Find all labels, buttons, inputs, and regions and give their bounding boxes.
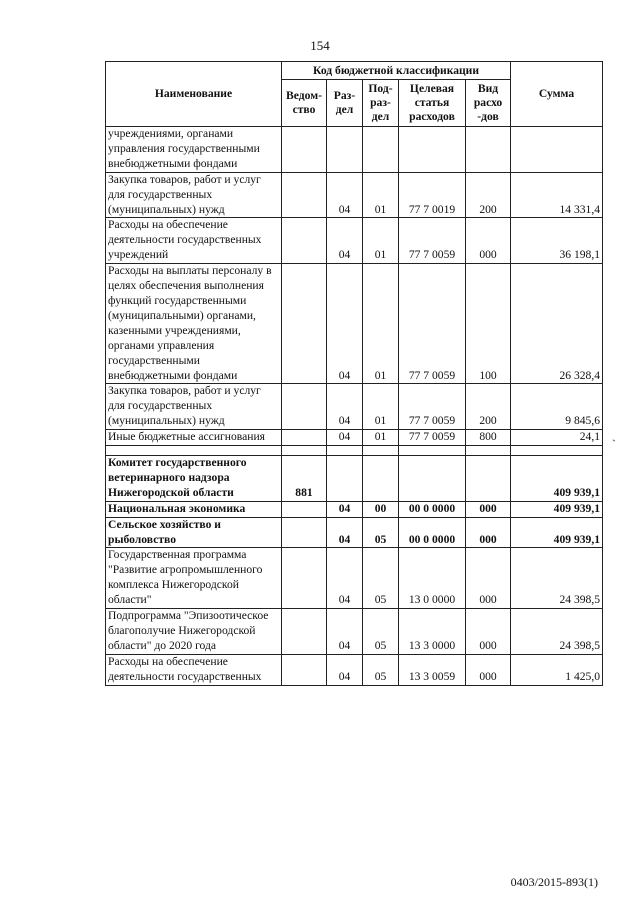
header-razdel: Раз-дел <box>327 80 363 127</box>
row-vedomstvo <box>282 264 327 384</box>
row-vid <box>466 446 511 456</box>
row-podrazdel <box>363 456 399 502</box>
table-row <box>106 548 603 609</box>
row-sum: 1 425,0 <box>511 654 603 685</box>
row-vedomstvo <box>282 501 327 517</box>
row-razdel: 04 <box>327 548 363 609</box>
header-sum: Сумма <box>511 62 603 127</box>
row-vid: 000 <box>466 501 511 517</box>
row-razdel: 04 <box>327 218 363 264</box>
row-sum: 409 939,1 <box>511 501 603 517</box>
row-sum: 409 939,1 <box>511 456 603 502</box>
row-podrazdel: 05 <box>363 609 399 655</box>
row-target <box>399 456 466 502</box>
row-name: Закупка товаров, работ и услуг для государственных (муниципальных) нужд <box>106 172 282 218</box>
row-sum <box>511 127 603 173</box>
row-vid: 200 <box>466 384 511 430</box>
row-razdel <box>327 127 363 173</box>
row-podrazdel: 05 <box>363 654 399 685</box>
row-razdel: 04 <box>327 609 363 655</box>
row-vedomstvo <box>282 430 327 446</box>
row-target: 00 0 0000 <box>399 517 466 548</box>
row-target <box>399 446 466 456</box>
row-name: Расходы на выплаты персоналу в целях обеспечения выполнения функций государственными (муниципальными) органами, казенными учреждениями, органами управления государственными внебюджетными фондами <box>106 264 282 384</box>
row-name: Расходы на обеспечение деятельности государственных учреждений <box>106 218 282 264</box>
table-row <box>106 501 603 517</box>
row-sum: 24,1 <box>511 430 603 446</box>
row-name: Национальная экономика <box>106 501 282 517</box>
stray-mark: ` <box>612 437 616 451</box>
row-name: Государственная программа "Развитие агропромышленного комплекса Нижегородской области" <box>106 548 282 609</box>
row-podrazdel: 01 <box>363 264 399 384</box>
row-vid: 000 <box>466 654 511 685</box>
table-row <box>106 218 603 264</box>
row-target: 13 3 0000 <box>399 609 466 655</box>
row-podrazdel: 01 <box>363 172 399 218</box>
header-code-group: Код бюджетной классификации <box>282 62 511 80</box>
row-target: 00 0 0000 <box>399 501 466 517</box>
row-vid: 000 <box>466 548 511 609</box>
row-sum: 409 939,1 <box>511 517 603 548</box>
table-row <box>106 264 603 384</box>
row-vedomstvo <box>282 517 327 548</box>
row-target: 77 7 0059 <box>399 430 466 446</box>
row-vedomstvo <box>282 127 327 173</box>
row-razdel: 04 <box>327 654 363 685</box>
row-vid: 100 <box>466 264 511 384</box>
row-name: Комитет государственного ветеринарного надзора Нижегородской области <box>106 456 282 502</box>
row-podrazdel: 00 <box>363 501 399 517</box>
row-vid: 200 <box>466 172 511 218</box>
table-row <box>106 384 603 430</box>
row-vedomstvo <box>282 172 327 218</box>
page-number: 154 <box>310 38 330 53</box>
table-row <box>106 654 603 685</box>
table-body <box>106 127 603 686</box>
row-target: 77 7 0059 <box>399 264 466 384</box>
row-name: учреждениями, органами управления государственными внебюджетными фондами <box>106 127 282 173</box>
table-row <box>106 456 603 502</box>
row-name <box>106 446 282 456</box>
row-razdel: 04 <box>327 430 363 446</box>
header-target: Целевая статья расходов <box>399 80 466 127</box>
budget-table <box>105 61 603 686</box>
row-sum: 14 331,4 <box>511 172 603 218</box>
table-row <box>106 446 603 456</box>
header-name: Наименование <box>106 62 282 127</box>
row-vedomstvo: 881 <box>282 456 327 502</box>
table-row <box>106 127 603 173</box>
row-razdel: 04 <box>327 264 363 384</box>
row-vid: 000 <box>466 517 511 548</box>
row-target: 77 7 0019 <box>399 172 466 218</box>
row-podrazdel <box>363 127 399 173</box>
row-vedomstvo <box>282 384 327 430</box>
table-row <box>106 517 603 548</box>
row-podrazdel <box>363 446 399 456</box>
table-row <box>106 172 603 218</box>
row-target <box>399 127 466 173</box>
row-target: 77 7 0059 <box>399 218 466 264</box>
row-target: 13 3 0059 <box>399 654 466 685</box>
row-vedomstvo <box>282 609 327 655</box>
table-row <box>106 609 603 655</box>
row-podrazdel: 05 <box>363 548 399 609</box>
row-vedomstvo <box>282 548 327 609</box>
row-razdel <box>327 446 363 456</box>
row-razdel: 04 <box>327 384 363 430</box>
row-vid: 800 <box>466 430 511 446</box>
row-podrazdel: 01 <box>363 218 399 264</box>
row-sum: 24 398,5 <box>511 609 603 655</box>
row-razdel: 04 <box>327 501 363 517</box>
row-name: Иные бюджетные ассигнования <box>106 430 282 446</box>
row-podrazdel: 05 <box>363 517 399 548</box>
header-podrazdel: Под-раз-дел <box>363 80 399 127</box>
row-sum: 36 198,1 <box>511 218 603 264</box>
row-sum: 9 845,6 <box>511 384 603 430</box>
row-name: Закупка товаров, работ и услуг для государственных (муниципальных) нужд <box>106 384 282 430</box>
table-row <box>106 430 603 446</box>
row-vedomstvo <box>282 654 327 685</box>
row-name: Подпрограмма "Эпизоотическое благополучие Нижегородской области" до 2020 года <box>106 609 282 655</box>
row-name: Сельское хозяйство и рыболовство <box>106 517 282 548</box>
row-sum: 24 398,5 <box>511 548 603 609</box>
row-vid: 000 <box>466 609 511 655</box>
row-target: 13 0 0000 <box>399 548 466 609</box>
row-vid <box>466 456 511 502</box>
row-sum <box>511 446 603 456</box>
row-name: Расходы на обеспечение деятельности государственных <box>106 654 282 685</box>
row-razdel <box>327 456 363 502</box>
row-target: 77 7 0059 <box>399 384 466 430</box>
header-vedomstvo: Ведом-ство <box>282 80 327 127</box>
row-sum: 26 328,4 <box>511 264 603 384</box>
row-vedomstvo <box>282 446 327 456</box>
row-razdel: 04 <box>327 517 363 548</box>
row-vedomstvo <box>282 218 327 264</box>
row-podrazdel: 01 <box>363 384 399 430</box>
row-podrazdel: 01 <box>363 430 399 446</box>
row-razdel: 04 <box>327 172 363 218</box>
row-vid <box>466 127 511 173</box>
row-vid: 000 <box>466 218 511 264</box>
header-vid: Вид расхо -дов <box>466 80 511 127</box>
document-code: 0403/2015-893(1) <box>510 875 598 889</box>
